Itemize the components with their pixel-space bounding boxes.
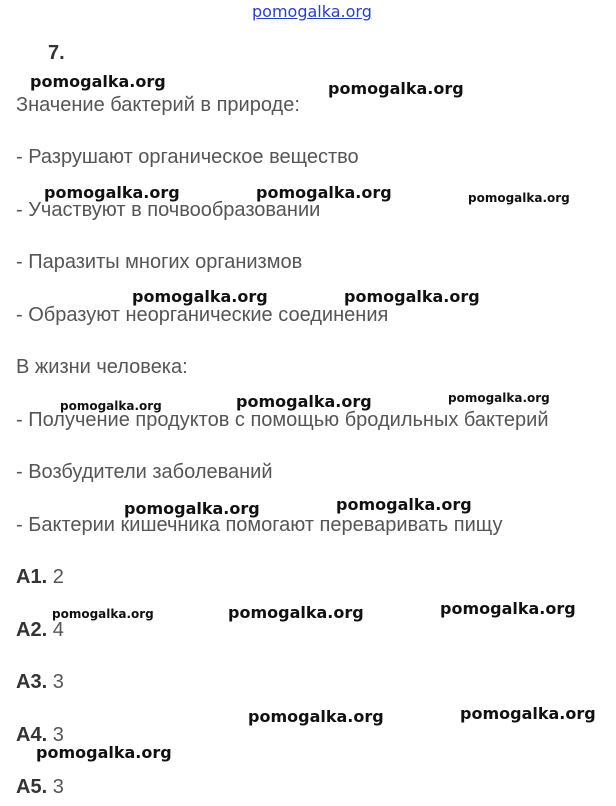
watermark: pomogalka.org xyxy=(52,607,154,621)
nature-item: - Паразиты многих организмов xyxy=(16,251,303,273)
watermark: pomogalka.org xyxy=(448,391,550,405)
watermark: pomogalka.org xyxy=(256,183,392,202)
watermark: pomogalka.org xyxy=(60,399,162,413)
watermark: pomogalka.org xyxy=(132,287,268,306)
answer-value: 3 xyxy=(52,724,64,746)
answer-value: 4 xyxy=(52,619,64,641)
watermark: pomogalka.org xyxy=(344,287,480,306)
answer-value: 3 xyxy=(52,776,64,798)
task-number: 7. xyxy=(48,42,65,64)
answer-value: 2 xyxy=(52,566,64,588)
nature-item: - Образуют неорганические соединения xyxy=(16,304,389,326)
watermark: pomogalka.org xyxy=(468,191,570,205)
answer-row xyxy=(16,671,64,694)
answer-row xyxy=(16,619,64,642)
answer-label: A3. xyxy=(16,671,48,693)
answer-row xyxy=(16,566,64,589)
nature-item: - Участвуют в почвообразовании xyxy=(16,199,321,221)
answer-label: A1. xyxy=(16,566,48,588)
watermark: pomogalka.org xyxy=(36,743,172,762)
site-link[interactable]: pomogalka.org xyxy=(252,2,372,21)
human-heading: В жизни человека: xyxy=(16,356,188,378)
human-item: - Бактерии кишечника помогают переваривать пищу xyxy=(16,514,503,536)
watermark: pomogalka.org xyxy=(228,603,364,622)
watermark: pomogalka.org xyxy=(124,499,260,518)
watermark: pomogalka.org xyxy=(236,392,372,411)
human-item: - Получение продуктов с помощью бродильных бактерий xyxy=(16,409,549,431)
human-item: - Возбудители заболеваний xyxy=(16,461,273,483)
nature-item: - Разрушают органическое вещество xyxy=(16,146,359,168)
watermark: pomogalka.org xyxy=(336,495,472,514)
nature-heading: Значение бактерий в природе: xyxy=(16,94,300,116)
answer-value: 3 xyxy=(52,671,64,693)
answer-label: A5. xyxy=(16,776,48,798)
watermark: pomogalka.org xyxy=(44,183,180,202)
watermark: pomogalka.org xyxy=(328,79,464,98)
watermark: pomogalka.org xyxy=(30,72,166,91)
answer-label: A2. xyxy=(16,619,48,641)
watermark: pomogalka.org xyxy=(248,707,384,726)
answer-label: A4. xyxy=(16,724,48,746)
watermark: pomogalka.org xyxy=(440,599,576,618)
watermark: pomogalka.org xyxy=(460,704,596,723)
answer-row xyxy=(16,776,64,799)
